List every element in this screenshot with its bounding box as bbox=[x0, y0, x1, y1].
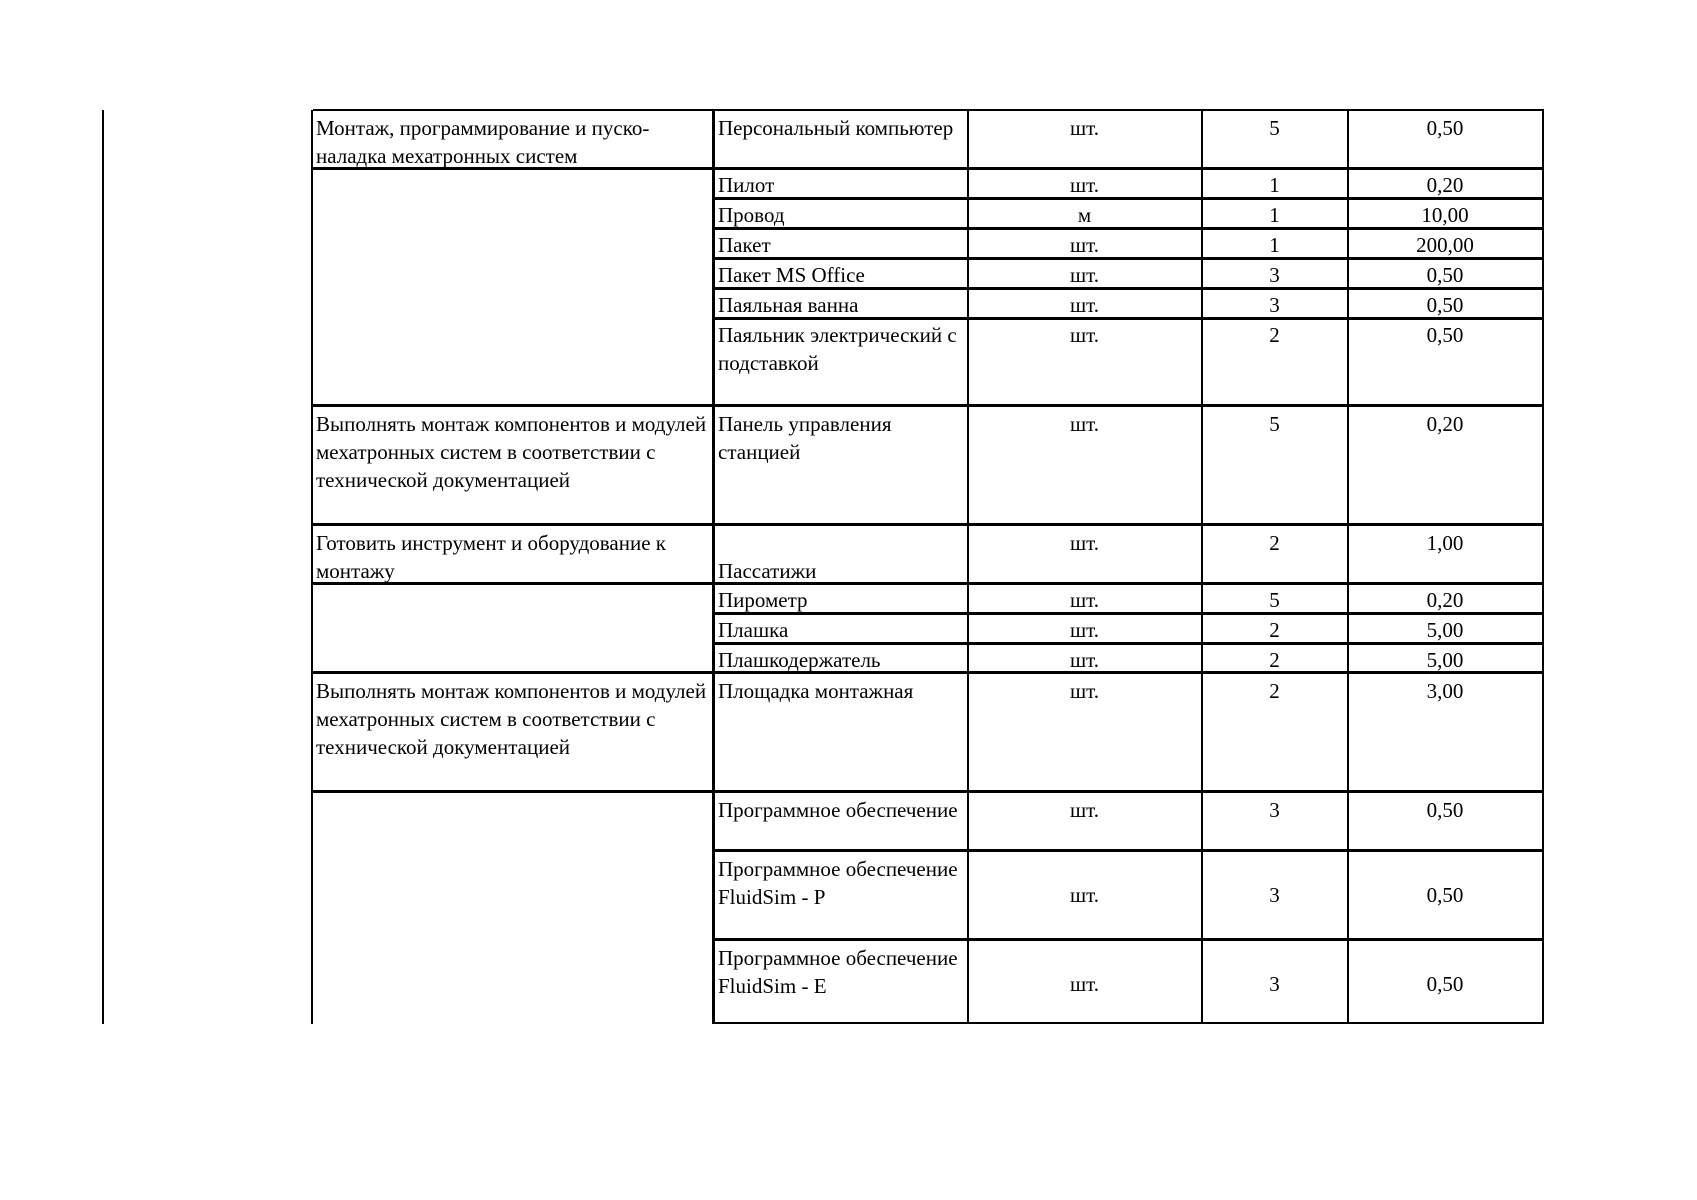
table-row: Пассатижи bbox=[713, 524, 969, 584]
unit-cell: шт. bbox=[968, 258, 1203, 289]
norm-cell: 0,50 bbox=[1348, 791, 1544, 851]
quantity-cell: 2 bbox=[1202, 643, 1349, 673]
quantity-cell: 3 bbox=[1202, 258, 1349, 289]
unit-cell: шт. bbox=[968, 672, 1203, 792]
table-row: Площадка монтажная bbox=[713, 672, 969, 792]
task-cell bbox=[313, 791, 714, 1024]
quantity-cell: 2 bbox=[1202, 672, 1349, 792]
quantity-cell: 3 bbox=[1202, 850, 1349, 940]
unit-cell: шт. bbox=[968, 228, 1203, 259]
unit-cell: м bbox=[968, 198, 1203, 229]
quantity-cell: 1 bbox=[1202, 228, 1349, 259]
task-cell: Выполнять монтаж компонентов и модулей мехатронных систем в соответствии с технической документацией bbox=[313, 672, 714, 792]
unit-cell: шт. bbox=[968, 791, 1203, 851]
table-row: Пакет MS Office bbox=[713, 258, 969, 289]
table-row: Плашкодержатель bbox=[713, 643, 969, 673]
norm-cell: 3,00 bbox=[1348, 672, 1544, 792]
norm-cell: 0,50 bbox=[1348, 109, 1544, 169]
quantity-cell: 2 bbox=[1202, 318, 1349, 406]
table-row: Пирометр bbox=[713, 583, 969, 614]
equipment-table bbox=[313, 109, 1544, 1024]
quantity-cell: 2 bbox=[1202, 613, 1349, 644]
unit-cell: шт. bbox=[968, 524, 1203, 584]
task-cell bbox=[313, 583, 714, 673]
table-row: Персональный компьютер bbox=[713, 109, 969, 169]
table-row: Панель управления станцией bbox=[713, 405, 969, 525]
unit-cell: шт. bbox=[968, 643, 1203, 673]
unit-cell: шт. bbox=[968, 850, 1203, 940]
quantity-cell: 3 bbox=[1202, 288, 1349, 319]
norm-cell: 0,20 bbox=[1348, 583, 1544, 614]
table-row: Паяльная ванна bbox=[713, 288, 969, 319]
table-row: Пакет bbox=[713, 228, 969, 259]
task-cell: Готовить инструмент и оборудование к монтажу bbox=[313, 524, 714, 584]
table-row: Паяльник электрический с подставкой bbox=[713, 318, 969, 406]
table-row: Программное обеспечение FluidSim - P bbox=[713, 850, 969, 940]
quantity-cell: 1 bbox=[1202, 168, 1349, 199]
quantity-cell: 5 bbox=[1202, 405, 1349, 525]
task-cell: Выполнять монтаж компонентов и модулей мехатронных систем в соответствии с технической документацией bbox=[313, 405, 714, 525]
table-row: Пилот bbox=[713, 168, 969, 199]
unit-cell: шт. bbox=[968, 288, 1203, 319]
quantity-cell: 5 bbox=[1202, 583, 1349, 614]
unit-cell: шт. bbox=[968, 318, 1203, 406]
task-cell: Монтаж, программирование и пуско-наладка мехатронных систем bbox=[313, 109, 714, 169]
quantity-cell: 2 bbox=[1202, 524, 1349, 584]
left-margin-line bbox=[102, 110, 104, 1024]
unit-cell: шт. bbox=[968, 583, 1203, 614]
quantity-cell: 3 bbox=[1202, 939, 1349, 1024]
task-cell bbox=[313, 168, 714, 406]
table-row: Программное обеспечение FluidSim - E bbox=[713, 939, 969, 1024]
quantity-cell: 3 bbox=[1202, 791, 1349, 851]
table-row: Провод bbox=[713, 198, 969, 229]
norm-cell: 0,50 bbox=[1348, 258, 1544, 289]
norm-cell: 0,50 bbox=[1348, 939, 1544, 1024]
norm-cell: 200,00 bbox=[1348, 228, 1544, 259]
unit-cell: шт. bbox=[968, 939, 1203, 1024]
table-row: Программное обеспечение bbox=[713, 791, 969, 851]
norm-cell: 0,20 bbox=[1348, 168, 1544, 199]
norm-cell: 0,50 bbox=[1348, 288, 1544, 319]
norm-cell: 0,50 bbox=[1348, 318, 1544, 406]
norm-cell: 5,00 bbox=[1348, 613, 1544, 644]
unit-cell: шт. bbox=[968, 168, 1203, 199]
norm-cell: 0,50 bbox=[1348, 850, 1544, 940]
norm-cell: 1,00 bbox=[1348, 524, 1544, 584]
table-row: Плашка bbox=[713, 613, 969, 644]
norm-cell: 5,00 bbox=[1348, 643, 1544, 673]
unit-cell: шт. bbox=[968, 109, 1203, 169]
unit-cell: шт. bbox=[968, 613, 1203, 644]
norm-cell: 10,00 bbox=[1348, 198, 1544, 229]
norm-cell: 0,20 bbox=[1348, 405, 1544, 525]
quantity-cell: 1 bbox=[1202, 198, 1349, 229]
quantity-cell: 5 bbox=[1202, 109, 1349, 169]
unit-cell: шт. bbox=[968, 405, 1203, 525]
